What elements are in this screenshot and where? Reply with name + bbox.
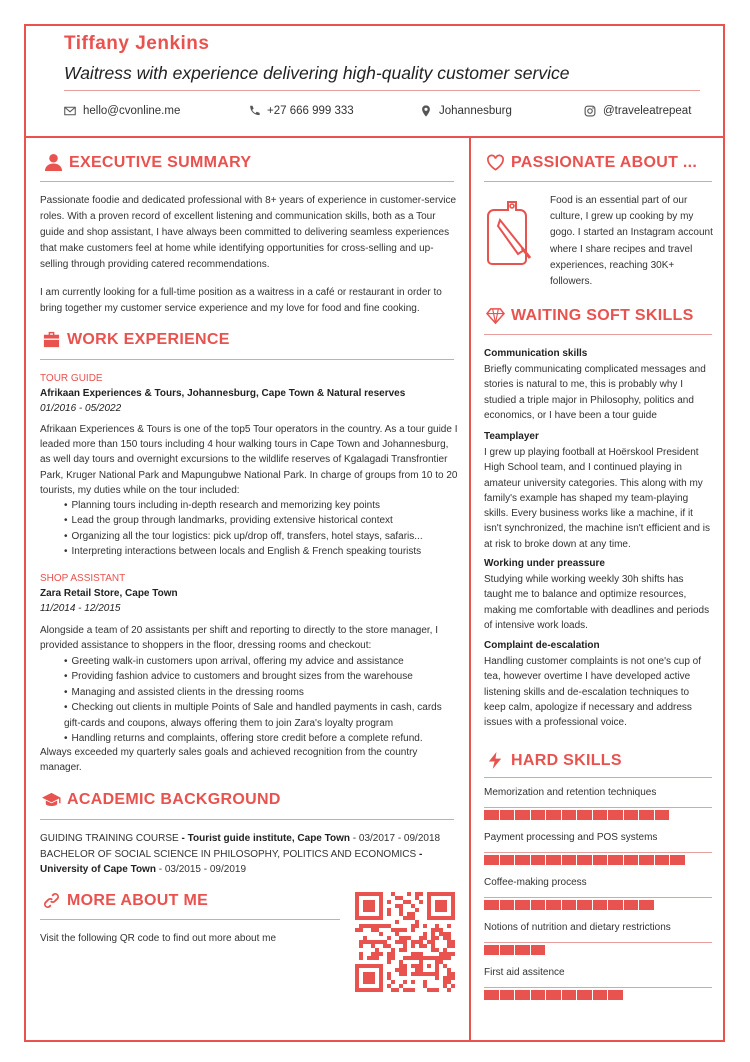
job-company: Afrikaan Experiences & Tours, Johannesburg, Cape Town & Natural reserves bbox=[40, 388, 406, 399]
contact-instagram-text: @traveleatrepeat bbox=[603, 105, 692, 117]
job-description: Alongside a team of 20 assistants per shift and reporting to directly to the store manager, I provided assistance to shoppers in the floor, dressing rooms and checkout: bbox=[40, 625, 438, 652]
list-item: • Lead the group through landmarks, providing extensive historical context bbox=[64, 513, 423, 528]
summary-heading bbox=[44, 153, 251, 172]
level-segment bbox=[515, 990, 530, 1000]
hard-skill-level-bar bbox=[484, 945, 545, 955]
work-title: WORK EXPERIENCE bbox=[67, 330, 230, 348]
education-dates: - 03/2017 - 09/2018 bbox=[350, 833, 441, 844]
hard-skill-level-bar bbox=[484, 810, 669, 820]
contact-phone-text: +27 666 999 333 bbox=[267, 105, 354, 117]
level-segment bbox=[577, 855, 592, 865]
list-item: • Checking out clients in multiple Points of Sale and handled payments in cash, cards gift-cards and coupons, always offering them to join Zara's loyalty program bbox=[64, 700, 458, 731]
level-segment bbox=[562, 855, 577, 865]
hard-skills-title: HARD SKILLS bbox=[511, 751, 622, 769]
soft-skill-text: Handling customer complaints is not one's cup of tea, however overtime I have developed active listening skills and de-escalation techniques to keep calm, apologize if necessary and address issues with a professional voice. bbox=[484, 656, 702, 729]
job-description: Afrikaan Experiences & Tours is one of the top5 Tour operators in the country. As a tour guide I leaded more than 150 tours including 4 hour walking tours in Cape Town and Johannesburg, as well day tours and overnight excursions to the wildlife reserves of Kgalagadi Transfrontier Park, Kruger National Park and Mapungubwe National Park. In charge of groups from 10 to 20 tourists, my duties while on the tour included: bbox=[40, 424, 458, 496]
level-segment bbox=[655, 810, 670, 820]
job-company: Zara Retail Store, Cape Town bbox=[40, 588, 178, 599]
level-segment bbox=[515, 855, 530, 865]
academic-rule bbox=[40, 819, 454, 820]
level-segment bbox=[531, 945, 546, 955]
passion-heading bbox=[486, 153, 697, 172]
level-segment bbox=[624, 810, 639, 820]
level-segment bbox=[608, 810, 623, 820]
hard-skill-level-bar bbox=[484, 900, 654, 910]
level-segment bbox=[484, 945, 499, 955]
summary-title: EXECUTIVE SUMMARY bbox=[69, 153, 252, 171]
summary-rule bbox=[40, 181, 454, 182]
academic-heading bbox=[42, 790, 281, 809]
level-segment bbox=[531, 900, 546, 910]
phone-icon bbox=[248, 105, 260, 117]
level-segment bbox=[593, 855, 608, 865]
job-outro: Always exceeded my quarterly sales goals and achieved recognition from the country manager. bbox=[40, 747, 418, 774]
level-segment bbox=[531, 855, 546, 865]
hard-skill-rule bbox=[484, 942, 712, 943]
education-school: - University of Cape Town bbox=[40, 849, 423, 875]
level-segment bbox=[500, 945, 515, 955]
soft-skills-title: WAITING SOFT SKILLS bbox=[511, 306, 694, 324]
contact-email-text: hello@cvonline.me bbox=[83, 105, 181, 117]
hard-skill-level-bar bbox=[484, 990, 623, 1000]
soft-skill-text: I grew up playing football at Hoërskool President High School team, and I continued playing in amateur university categories. This along with my family's example has shaped my team-playing skills. Every business works like a machine, if it isn't synchronized, the machine isn't efficient and is at risk to broke down at any time. bbox=[484, 447, 710, 550]
soft-skill-name: Working under preassure bbox=[484, 558, 605, 569]
academic-title: ACADEMIC BACKGROUND bbox=[67, 790, 281, 808]
soft-skill-text: Studying while working weekly 30h shifts has taught me to balance and optimize resources, making me comfortable with deadlines and periods of intensive work loads. bbox=[484, 574, 710, 631]
heart-icon bbox=[486, 153, 505, 172]
level-segment bbox=[593, 900, 608, 910]
hard-skill-level-bar bbox=[484, 855, 685, 865]
location-icon bbox=[420, 105, 432, 117]
level-segment bbox=[593, 810, 608, 820]
hard-skill-name: Payment processing and POS systems bbox=[484, 832, 658, 843]
level-segment bbox=[531, 810, 546, 820]
briefcase-icon bbox=[42, 330, 61, 349]
level-segment bbox=[639, 855, 654, 865]
level-segment bbox=[515, 810, 530, 820]
level-segment bbox=[515, 945, 530, 955]
level-segment bbox=[484, 900, 499, 910]
list-item: • Providing fashion advice to customers and brought sizes from the warehouse bbox=[64, 669, 458, 684]
job-dates: 01/2016 - 05/2022 bbox=[40, 403, 122, 414]
lightning-icon bbox=[486, 751, 505, 770]
level-segment bbox=[639, 900, 654, 910]
contact-instagram[interactable] bbox=[584, 105, 691, 117]
list-item: • Managing and assisted clients in the dressing rooms bbox=[64, 685, 458, 700]
level-segment bbox=[546, 810, 561, 820]
work-rule bbox=[40, 359, 454, 360]
candidate-headline: Waitress with experience delivering high-quality customer service bbox=[64, 63, 570, 83]
job-role: TOUR GUIDE bbox=[40, 373, 103, 384]
column-divider bbox=[469, 138, 471, 1042]
work-heading bbox=[42, 330, 230, 349]
list-item: • Interpreting interactions between locals and English & French speaking tourists bbox=[64, 544, 423, 559]
hard-skill-name: First aid assitence bbox=[484, 967, 565, 978]
level-segment bbox=[546, 900, 561, 910]
hard-skill-name: Memorization and retention techniques bbox=[484, 787, 657, 798]
person-icon bbox=[44, 153, 63, 172]
hard-skills-rule bbox=[484, 777, 712, 778]
more-text: Visit the following QR code to find out more about me bbox=[40, 933, 277, 944]
passion-text: Food is an essential part of our culture, I grew up cooking by my gogo. I started an Instagram account where I share recipes and travel experiences, reaching 30K+ followers. bbox=[550, 195, 713, 288]
level-segment bbox=[624, 855, 639, 865]
soft-skills-rule bbox=[484, 334, 712, 335]
level-segment bbox=[639, 810, 654, 820]
passion-rule bbox=[484, 181, 712, 182]
soft-skill-name: Complaint de-escalation bbox=[484, 640, 600, 651]
level-segment bbox=[608, 990, 623, 1000]
level-segment bbox=[546, 990, 561, 1000]
soft-skill-name: Teamplayer bbox=[484, 431, 539, 442]
more-heading bbox=[42, 891, 208, 910]
level-segment bbox=[655, 855, 670, 865]
level-segment bbox=[484, 990, 499, 1000]
list-item: • Handling returns and complaints, offering store credit before a complete refund. bbox=[64, 731, 458, 746]
education-degree: BACHELOR OF SOCIAL SCIENCE IN PHILOSOPHY, POLITICS AND ECONOMICS bbox=[40, 849, 417, 860]
level-segment bbox=[577, 990, 592, 1000]
list-item: • Organizing all the tour logistics: pick up/drop off, transfers, hotel stays, safaris... bbox=[64, 529, 423, 544]
level-segment bbox=[577, 810, 592, 820]
education-dates: - 03/2015 - 09/2019 bbox=[155, 864, 247, 875]
soft-skill-name: Communication skills bbox=[484, 348, 588, 359]
level-segment bbox=[484, 810, 499, 820]
cutting-board-icon bbox=[486, 200, 536, 266]
level-segment bbox=[500, 810, 515, 820]
mail-icon bbox=[64, 105, 76, 117]
level-segment bbox=[577, 900, 592, 910]
hard-skill-rule bbox=[484, 852, 712, 853]
level-segment bbox=[608, 900, 623, 910]
hard-skill-name: Notions of nutrition and dietary restrictions bbox=[484, 922, 671, 933]
job-role: SHOP ASSISTANT bbox=[40, 573, 126, 584]
soft-skills-heading bbox=[486, 306, 694, 325]
list-item: • Greeting walk-in customers upon arrival, offering my advice and assistance bbox=[64, 654, 458, 669]
passion-title: PASSIONATE ABOUT ... bbox=[511, 153, 698, 171]
level-segment bbox=[500, 990, 515, 1000]
hard-skill-name: Coffee-making process bbox=[484, 877, 587, 888]
level-segment bbox=[500, 855, 515, 865]
level-segment bbox=[608, 855, 623, 865]
contact-email[interactable] bbox=[64, 105, 180, 117]
header-rule bbox=[64, 90, 700, 91]
more-title: MORE ABOUT ME bbox=[67, 891, 209, 909]
contact-phone[interactable] bbox=[248, 105, 354, 117]
contact-location-text: Johannesburg bbox=[439, 105, 512, 117]
qr-code[interactable] bbox=[355, 892, 455, 992]
level-segment bbox=[670, 855, 685, 865]
hard-skills-heading bbox=[486, 751, 622, 770]
link-icon bbox=[42, 891, 61, 910]
list-item: • Planning tours including in-depth research and memorizing key points bbox=[64, 498, 423, 513]
hard-skill-rule bbox=[484, 987, 712, 988]
contact-location bbox=[420, 105, 512, 117]
level-segment bbox=[562, 900, 577, 910]
level-segment bbox=[546, 855, 561, 865]
hard-skill-rule bbox=[484, 897, 712, 898]
education-item bbox=[40, 831, 460, 846]
header-divider bbox=[24, 136, 725, 138]
job-dates: 11/2014 - 12/2015 bbox=[40, 603, 121, 614]
level-segment bbox=[484, 855, 499, 865]
level-segment bbox=[562, 990, 577, 1000]
summary-paragraph-2: I am currently looking for a full-time position as a waitress in a café or restaurant in order to bring together my customer service experience and my love for food and fine cooking. bbox=[40, 287, 442, 314]
summary-paragraph-1: Passionate foodie and dedicated professional with 8+ years of experience in customer-service roles. With a proven record of excellent listening and communication skills, both as a Tour guide and shop assistant, I have always been committed to delivering seamless experiences that make customers feel at home while identifying opportunities for cross-selling and up-selling through providing catered recommendations. bbox=[40, 195, 457, 270]
job-duties-list bbox=[64, 498, 423, 560]
graduation-cap-icon bbox=[42, 790, 61, 809]
level-segment bbox=[562, 810, 577, 820]
education-degree: GUIDING TRAINING COURSE bbox=[40, 833, 179, 844]
more-rule bbox=[40, 919, 340, 920]
level-segment bbox=[531, 990, 546, 1000]
education-item bbox=[40, 847, 460, 877]
level-segment bbox=[515, 900, 530, 910]
job-duties-list bbox=[64, 654, 458, 746]
level-segment bbox=[593, 990, 608, 1000]
diamond-icon bbox=[486, 306, 505, 325]
soft-skill-text: Briefly communicating complicated messages and stories is natural to me, this is probably why I studied a triple major in Philosophy, politics and economics, or I have been a tour guide bbox=[484, 364, 706, 421]
education-school: - Tourist guide institute, Cape Town bbox=[178, 833, 351, 844]
level-segment bbox=[624, 900, 639, 910]
instagram-icon bbox=[584, 105, 596, 117]
level-segment bbox=[500, 900, 515, 910]
hard-skill-rule bbox=[484, 807, 712, 808]
candidate-name: Tiffany Jenkins bbox=[64, 33, 210, 54]
